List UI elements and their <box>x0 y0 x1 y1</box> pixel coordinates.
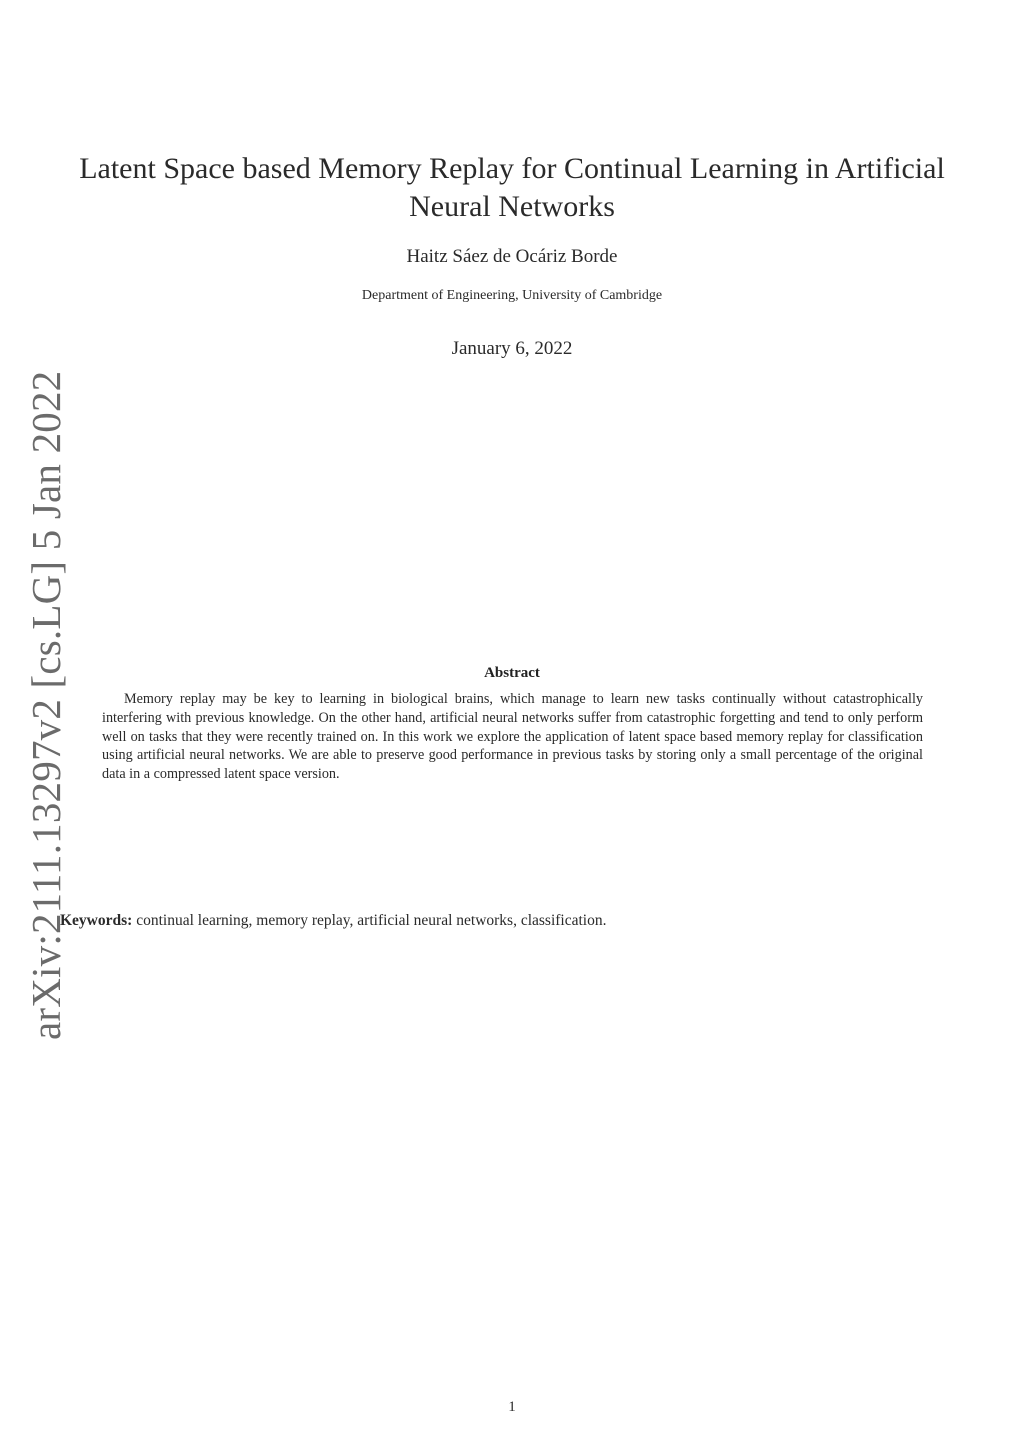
author-name: Haitz Sáez de Ocáriz Borde <box>406 246 618 267</box>
keywords-label: Keywords: <box>60 912 133 929</box>
keywords-text: continual learning, memory replay, artificial neural networks, classification. <box>136 912 607 929</box>
abstract-text: Memory replay may be key to learning in biological brains, which manage to learn new tasks continually without catastrophically interfering with previous knowledge. On the other hand, artificial neural networks suffer from catastrophic forgetting and tend to only perform well on tasks that they were recently trained on. In this work we explore the application of latent space based memory replay for classification using artificial neural networks. We are able to preserve good performance in previous tasks by storing only a small percentage of the original data in a compressed latent space version. <box>102 691 923 783</box>
page-number: 1 <box>508 1399 516 1415</box>
keywords-line <box>60 911 960 931</box>
abstract-heading: Abstract <box>484 665 540 681</box>
paper-date: January 6, 2022 <box>451 338 573 359</box>
arxiv-identifier-stamp: arXiv:2111.13297v2 [cs.LG] 5 Jan 2022 <box>23 370 69 1040</box>
author-affiliation: Department of Engineering, University of Cambridge <box>361 288 663 303</box>
paper-title: Latent Space based Memory Replay for Continual Learning in Artificial Neural Networks <box>79 152 945 223</box>
